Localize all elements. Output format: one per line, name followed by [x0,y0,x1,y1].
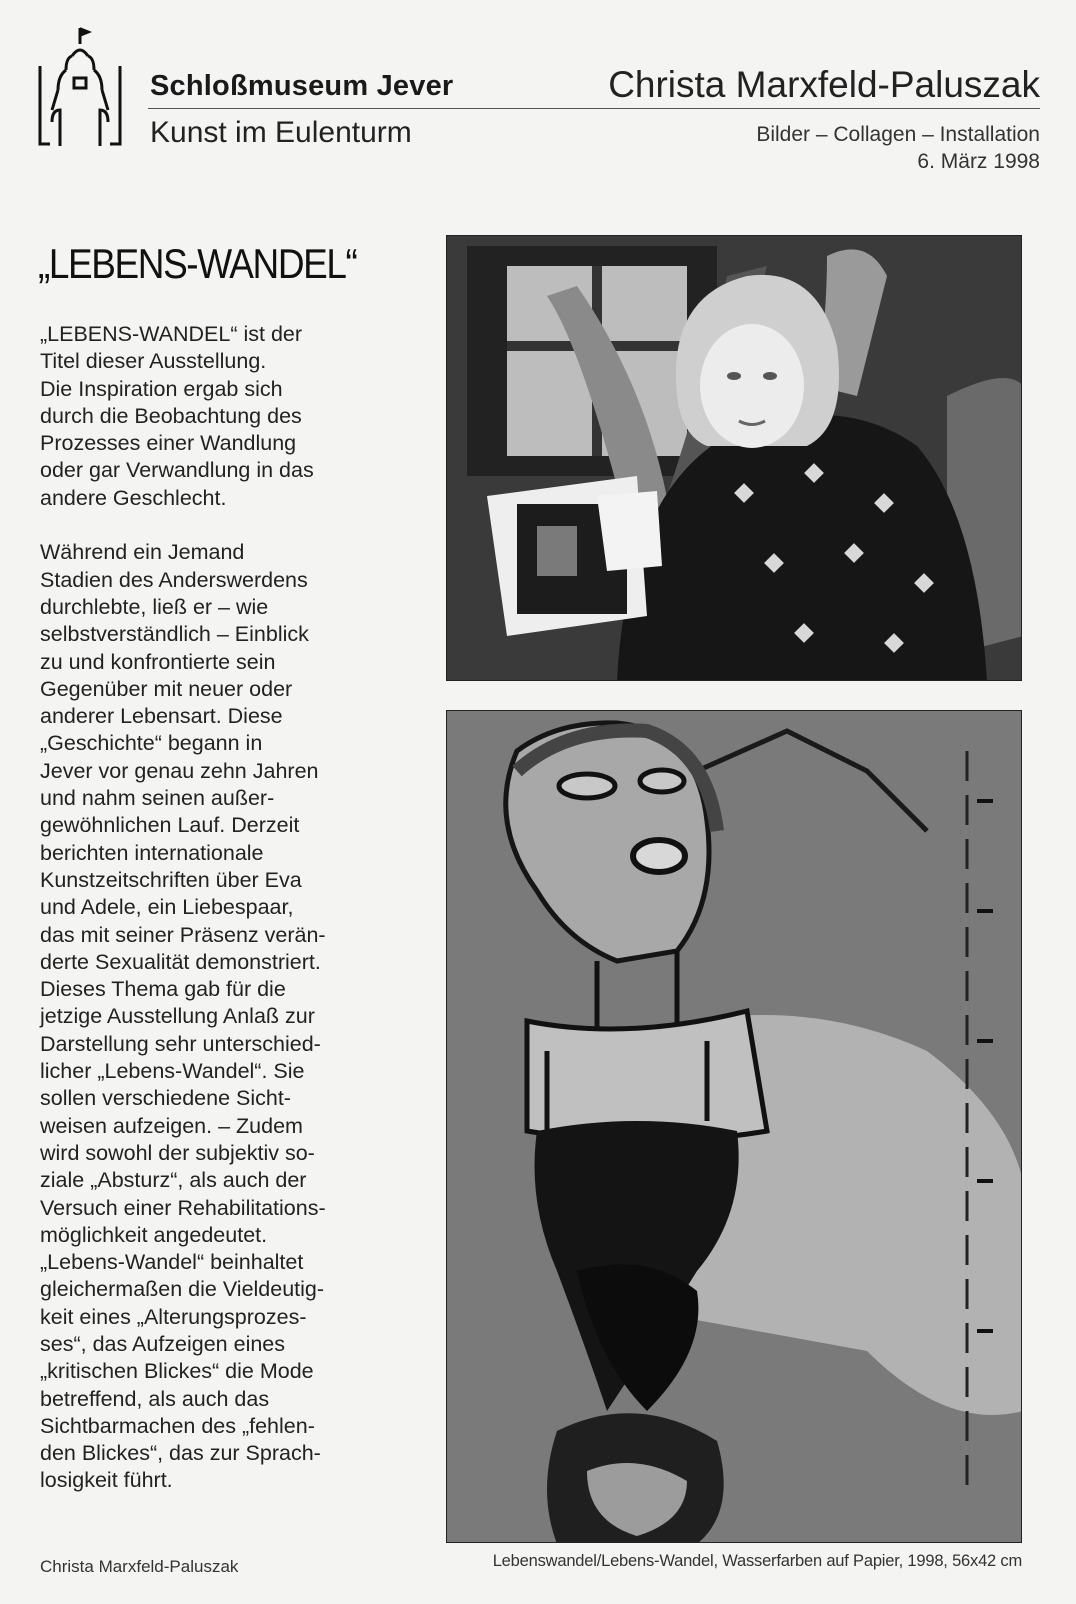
text-line: berichten internationale [40,840,264,865]
article-title: „LEBENS-WANDEL“ [38,240,357,287]
text-line: licher „Lebens-Wandel“. Sie [40,1059,305,1084]
artist-photo [446,235,1022,681]
text-line: losigkeit führt. [40,1468,173,1493]
author-credit: Christa Marxfeld-Paluszak [40,1557,239,1576]
text-line: keit eines „Alterungsprozes- [40,1304,307,1329]
text-line: Stadien des Anderswerdens [40,567,308,592]
text-line: „Lebens-Wandel“ beinhaltet [40,1250,304,1275]
text-line: das mit seiner Präsenz verän- [40,922,326,947]
text-line: ziale „Absturz“, als auch der [40,1168,307,1193]
text-line: Die Inspiration ergab sich [40,376,283,401]
text-line: gleichermaßen die Vieldeutig- [40,1277,325,1302]
text-line: betreffend, als auch das [40,1386,270,1411]
text-line: anderer Lebensart. Diese [40,704,283,729]
text-line: durchlebte, ließ er – wie [40,594,269,619]
museum-name: Schloßmuseum Jever [150,70,454,102]
text-line: „Geschichte“ begann in [40,731,263,756]
text-line: Jever vor genau zehn Jahren [40,758,319,783]
text-line: den Blickes“, das zur Sprach- [40,1441,321,1466]
text-line: andere Geschlecht. [40,485,227,510]
text-line: ses“, das Aufzeigen eines [40,1331,286,1356]
text-line: Kunstzeitschriften über Eva [40,867,302,892]
text-line: derte Sexualität demonstriert. [40,949,321,974]
text-line: zu und konfrontierte sein [40,649,276,674]
text-line: Prozesses einer Wandlung [40,431,297,456]
text-line: „LEBENS-WANDEL“ ist der [40,322,303,346]
painting-caption: Lebenswandel/Lebens-Wandel, Wasserfarben auf Papier, 1998, 56x42 cm [492,1552,1022,1570]
text-line: Versuch einer Rehabilitations- [40,1195,326,1220]
text-line: möglichkeit angedeutet. [40,1222,268,1247]
artist-name: Christa Marxfeld-Paluszak [608,64,1040,105]
article-body [40,321,420,1495]
text-line: wird sowohl der subjektiv so- [40,1140,315,1165]
exhibition-info [756,121,1040,175]
text-line: weisen aufzeigen. – Zudem [40,1113,303,1138]
text-line: Titel dieser Ausstellung. [40,349,267,374]
text-line: und nahm seinen außer- [40,786,275,811]
exhibition-date: 6. März 1998 [917,150,1040,173]
header-divider [148,108,1040,109]
text-line: Während ein Jemand [40,540,245,565]
text-line: Sichtbarmachen des „fehlen- [40,1413,315,1438]
painting-image [446,710,1022,1543]
museum-subtitle: Kunst im Eulenturm [150,116,412,149]
text-line: Dieses Thema gab für die [40,977,286,1002]
text-line: gewöhnlichen Lauf. Derzeit [40,813,300,838]
text-line: Gegenüber mit neuer oder [40,676,293,701]
exhibition-type: Bilder – Collagen – Installation [756,123,1040,146]
text-line: „kritischen Blickes“ die Mode [40,1359,314,1384]
paragraph-1 [40,321,420,512]
text-line: und Adele, ein Liebespaar, [40,895,294,920]
paragraph-2 [40,539,420,1494]
text-line: Darstellung sehr unterschied- [40,1031,321,1056]
museum-logo [36,26,124,150]
text-line: durch die Beobachtung des [40,403,302,428]
text-line: jetzige Ausstellung Anlaß zur [40,1004,315,1029]
text-line: selbstverständlich – Einblick [40,622,309,647]
text-line: oder gar Verwandlung in das [40,458,314,483]
text-line: sollen verschiedene Sicht- [40,1086,291,1111]
